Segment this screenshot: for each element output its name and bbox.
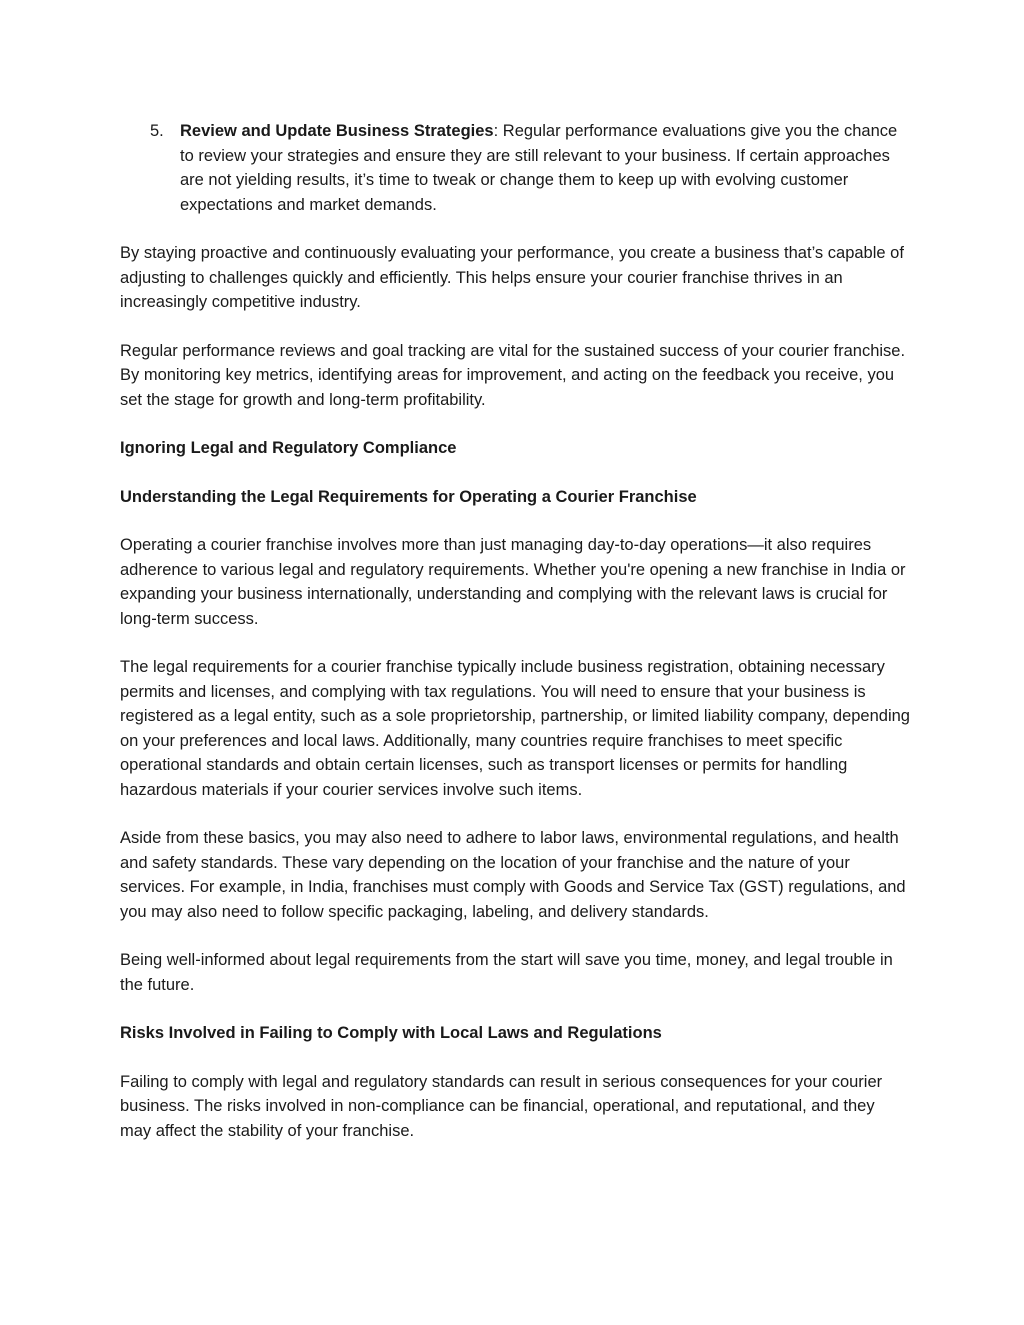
paragraph-aside: Aside from these basics, you may also need to adhere to labor laws, environmental regulations, and health and safety standards. These vary depending on the location of your franchise and the nature of your services. For example, in India, franchises must comply with Goods and Service Tax (GST) regulations, and you may also need to follow specific packaging, labeling, and delivery standards. <box>120 829 906 921</box>
heading-risks: Risks Involved in Failing to Comply with Local Laws and Regulations <box>120 1024 662 1042</box>
paragraph-well-informed: Being well-informed about legal requirements from the start will save you time, money, and legal trouble in the future. <box>120 951 893 994</box>
heading-ignoring-legal: Ignoring Legal and Regulatory Compliance <box>120 439 457 457</box>
paragraph-proactive: By staying proactive and continuously evaluating your performance, you create a business that’s capable of adjusting to challenges quickly and efficiently. This helps ensure your courier franchise thrives in an increasingly competitive industry. <box>120 244 904 311</box>
list-item-body <box>180 119 910 217</box>
heading-understanding-legal: Understanding the Legal Requirements for Operating a Courier Franchise <box>120 487 697 506</box>
list-item-title: Review and Update Business Strategies <box>180 122 494 140</box>
document-page <box>120 119 910 1167</box>
list-item-text: : Regular performance evaluations give you the chance to review your strategies and ensure they are still relevant to your business. If certain approaches are not yielding results, it’s time to tweak or change them to keep up with evolving customer expectations and market demands. <box>180 122 898 214</box>
paragraph-performance-reviews: Regular performance reviews and goal tracking are vital for the sustained success of your courier franchise. By monitoring key metrics, identifying areas for improvement, and acting on the feedback you receive, you set the stage for growth and long-term profitability. <box>120 341 906 409</box>
list-item-number: 5. <box>150 122 164 140</box>
paragraph-legal-requirements: The legal requirements for a courier franchise typically include business registration, obtaining necessary permits and licenses, and complying with tax regulations. You will need to ensure that your business is registered as a legal entity, such as a sole proprietorship, partnership, or limited liability company, depending on your preferences and local laws. Additionally, many countries require franchises to meet specific operational standards and obtain certain licenses, such as transport licenses or permits for handling hazardous materials if your courier services involve such items. <box>120 658 910 799</box>
paragraph-operating: Operating a courier franchise involves more than just managing day-to-day operations—it also requires adherence to various legal and regulatory requirements. Whether you're opening a new franchise in India or expanding your business internationally, understanding and complying with the relevant laws is crucial for long-term success. <box>120 536 906 628</box>
list-item-review-strategies <box>150 119 910 217</box>
paragraph-failing: Failing to comply with legal and regulatory standards can result in serious consequences for your courier business. The risks involved in non-compliance can be financial, operational, and reputational, and they may affect the stability of your franchise. <box>120 1072 883 1140</box>
